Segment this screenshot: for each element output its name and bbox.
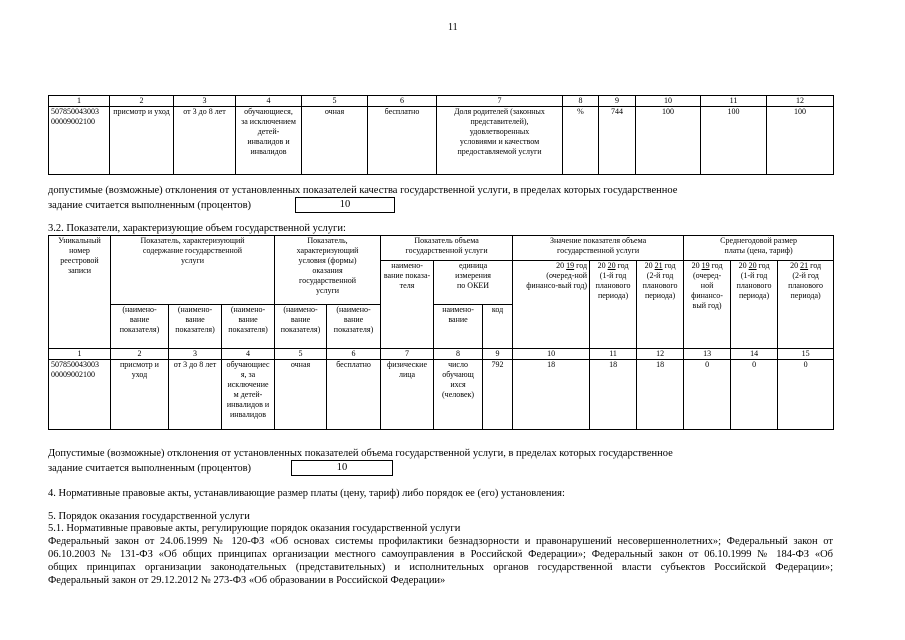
volume-deviation-value: 10 <box>291 460 393 476</box>
cell: 100 <box>636 107 701 175</box>
cell: 18 <box>590 360 637 430</box>
col-num: 13 <box>684 349 731 360</box>
column-numbers-row <box>49 349 834 360</box>
volume-deviation-line2: задание считается выполненным (процентов) <box>48 463 252 474</box>
header-price-year-1: 20 19 год (очеред- ной финансо- вый год) <box>684 261 731 349</box>
col-num: 9 <box>599 96 636 107</box>
quality-deviation-value: 10 <box>295 197 395 213</box>
header-content-indicator: Показатель, характеризующий содержание государственной услуги <box>111 236 275 305</box>
laws-line-2: 06.10.2003 № 131-ФЗ «Об общих принципах организации местного самоуправления в Российской Федерации»; Федеральный закон от 06.10.1999 № 184-ФЗ «Об <box>48 549 833 560</box>
col-num: 12 <box>637 349 684 360</box>
quality-indicators-table <box>48 95 834 175</box>
header-conditions-indicator: Показатель, характеризующий условия (формы) оказания государственной услуги <box>275 236 381 305</box>
col-num: 14 <box>731 349 778 360</box>
column-numbers-row <box>49 96 834 107</box>
col-num: 10 <box>513 349 590 360</box>
cell: 0 <box>684 360 731 430</box>
laws-line-1: Федеральный закон от 24.06.1999 № 120-ФЗ «Об основах системы профилактики безнадзорности и правонарушений несовершеннолетних»; Федеральный закон от <box>48 536 833 547</box>
cell: % <box>563 107 599 175</box>
volume-deviation-line1: Допустимые (возможные) отклонения от установленных показателей объема государственной услуги, в пределах которых государственное <box>48 448 673 459</box>
table-row <box>49 107 834 175</box>
header-unit-code: код <box>483 305 513 349</box>
cell: 0 <box>778 360 834 430</box>
cell: число обучающ ихся (человек) <box>434 360 483 430</box>
col-num: 7 <box>381 349 434 360</box>
header-indicator-name: (наимено- вание показателя) <box>169 305 222 349</box>
col-num: 2 <box>111 349 169 360</box>
header-price-year-2: 20 20 год (1-й год планового периода) <box>731 261 778 349</box>
cell: Доля родителей (законных представителей), удовлетворенных условиями и качеством предоставляемой услуги <box>437 107 563 175</box>
header-value-year-2: 20 20 год (1-й год планового периода) <box>590 261 637 349</box>
col-num: 4 <box>236 96 302 107</box>
header-unit-name: наимено- вание <box>434 305 483 349</box>
header-indicator-name: (наимено- вание показателя) <box>222 305 275 349</box>
cell: от 3 до 8 лет <box>169 360 222 430</box>
cell: бесплатно <box>368 107 437 175</box>
col-num: 9 <box>483 349 513 360</box>
section-3-2-title: 3.2. Показатели, характеризующие объем государственной услуги: <box>48 223 346 234</box>
header-value-year-1: 20 19 год (очеред-ной финансо-вый год) <box>513 261 590 349</box>
col-num: 10 <box>636 96 701 107</box>
col-num: 11 <box>701 96 767 107</box>
header-value-year-3: 20 21 год (2-й год планового периода) <box>637 261 684 349</box>
cell: обучающиес я, за исключение м детей- инвалидов и инвалидов <box>222 360 275 430</box>
quality-deviation-line2: задание считается выполненным (процентов) <box>48 200 252 211</box>
cell: бесплатно <box>327 360 381 430</box>
page-number: 11 <box>448 22 458 33</box>
section-5-1-title: 5.1. Нормативные правовые акты, регулирующие порядок оказания государственной услуги <box>48 523 461 534</box>
header-volume-indicator: Показатель объема государственной услуги <box>381 236 513 261</box>
header-volume-value: Значение показателя объема государственной услуги <box>513 236 684 261</box>
cell: 18 <box>513 360 590 430</box>
col-num: 1 <box>49 349 111 360</box>
col-num: 11 <box>590 349 637 360</box>
header-volume-name: наимено- вание показа- теля <box>381 261 434 349</box>
cell: 100 <box>767 107 834 175</box>
section-5-title: 5. Порядок оказания государственной услуги <box>48 511 250 522</box>
header-average-price: Среднегодовой размер платы (цена, тариф) <box>684 236 834 261</box>
col-num: 1 <box>49 96 110 107</box>
cell: 792 <box>483 360 513 430</box>
cell: 18 <box>637 360 684 430</box>
cell: обучающиеся, за исключением детей- инвалидов и инвалидов <box>236 107 302 175</box>
col-num: 12 <box>767 96 834 107</box>
header-unit: единица измерения по ОКЕИ <box>434 261 513 305</box>
cell: физические лица <box>381 360 434 430</box>
section-4-title: 4. Нормативные правовые акты, устанавливающие размер платы (цену, тариф) либо порядок ее (его) установления: <box>48 488 565 499</box>
col-num: 5 <box>302 96 368 107</box>
registry-number: 507850043003 00009002100 <box>49 107 110 175</box>
header-indicator-name: (наимено- вание показателя) <box>275 305 327 349</box>
col-num: 4 <box>222 349 275 360</box>
col-num: 8 <box>563 96 599 107</box>
cell: от 3 до 8 лет <box>174 107 236 175</box>
header-unique-number: Уникальный номер реестровой записи <box>49 236 111 349</box>
cell: присмотр и уход <box>110 107 174 175</box>
col-num: 3 <box>169 349 222 360</box>
cell: 100 <box>701 107 767 175</box>
col-num: 8 <box>434 349 483 360</box>
cell: 0 <box>731 360 778 430</box>
col-num: 6 <box>327 349 381 360</box>
col-num: 15 <box>778 349 834 360</box>
header-indicator-name: (наимено- вание показателя) <box>111 305 169 349</box>
header-indicator-name: (наимено- вание показателя) <box>327 305 381 349</box>
col-num: 7 <box>437 96 563 107</box>
laws-line-4: Федеральный закон от 29.12.2012 № 273-ФЗ «Об образовании в Российской Федерации» <box>48 575 446 586</box>
cell: очная <box>302 107 368 175</box>
header-price-year-3: 20 21 год (2-й год планового периода) <box>778 261 834 349</box>
cell: присмотр и уход <box>111 360 169 430</box>
laws-line-3: общих принципах организации законодательных (представительных) и исполнительных органов государственной власти субъектов Российской Федерации»; <box>48 562 833 573</box>
cell: очная <box>275 360 327 430</box>
table-row <box>49 360 834 430</box>
registry-number: 507850043003 00009002100 <box>49 360 111 430</box>
quality-deviation-line1: допустимые (возможные) отклонения от установленных показателей качества государственной услуги, в пределах которых государственное <box>48 185 678 196</box>
cell: 744 <box>599 107 636 175</box>
col-num: 3 <box>174 96 236 107</box>
col-num: 5 <box>275 349 327 360</box>
col-num: 6 <box>368 96 437 107</box>
col-num: 2 <box>110 96 174 107</box>
volume-indicators-table <box>48 235 834 430</box>
